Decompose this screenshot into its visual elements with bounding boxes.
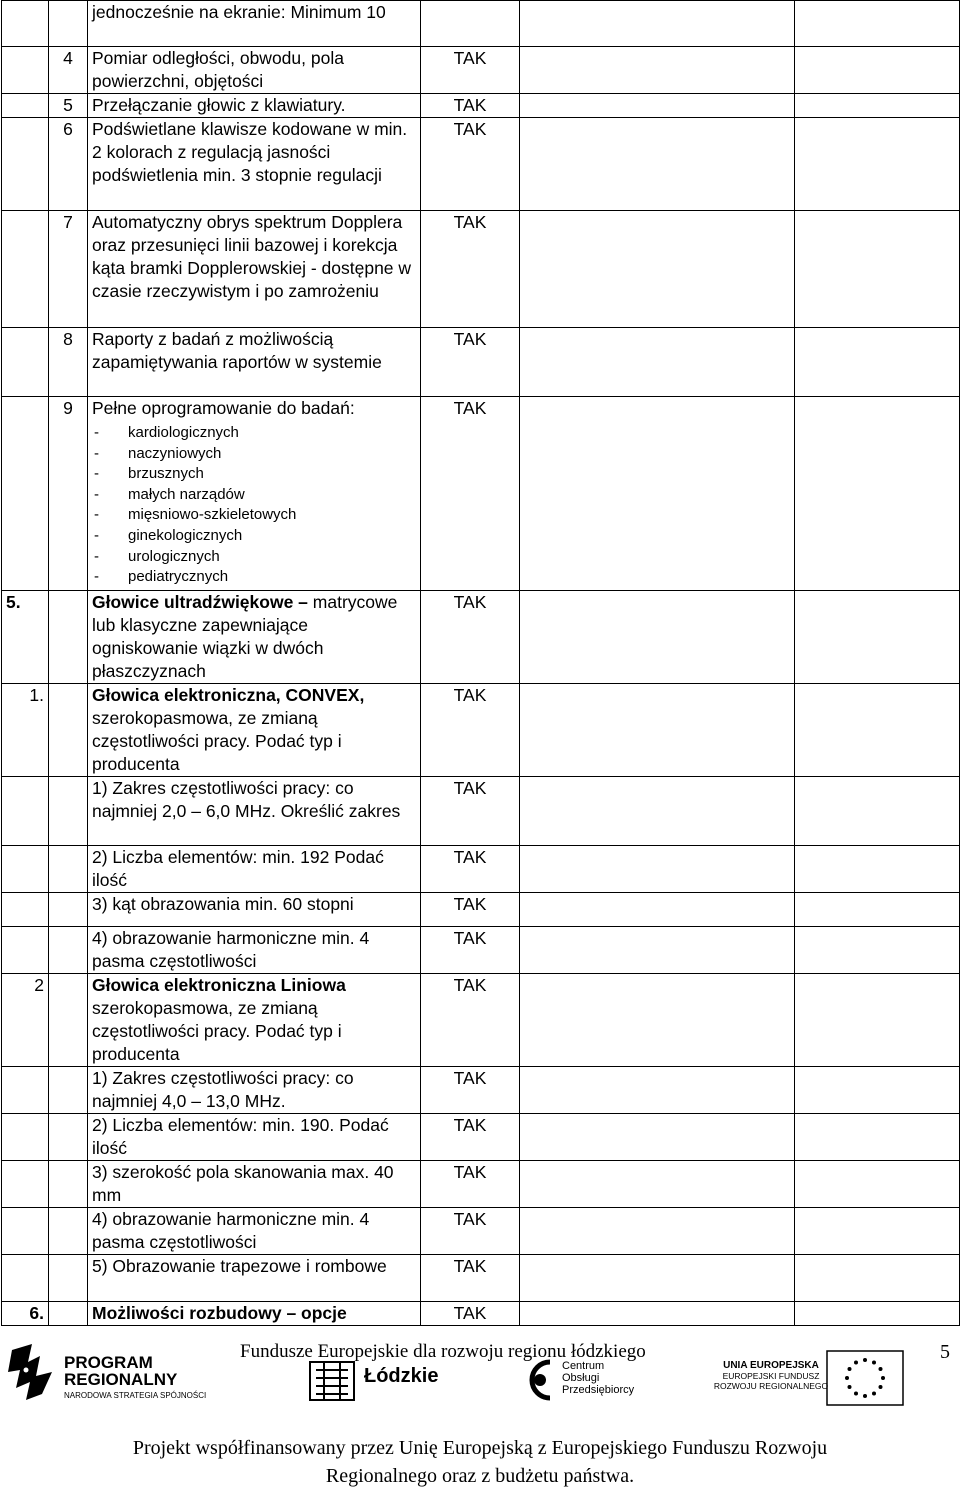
table-row bbox=[2, 776, 960, 845]
row-value: TAK bbox=[421, 776, 520, 845]
ue-line-1: UNIA EUROPEJSKA bbox=[723, 1360, 819, 1371]
table-row bbox=[2, 118, 960, 211]
table-row bbox=[2, 1113, 960, 1160]
row-value: TAK bbox=[421, 47, 520, 94]
row-value: TAK bbox=[421, 397, 520, 591]
row-description: 5) Obrazowanie trapezowe i rombowe bbox=[88, 1254, 421, 1301]
table-row bbox=[2, 973, 960, 1066]
list-item: - małych narządów bbox=[128, 485, 416, 506]
row-value: TAK bbox=[421, 845, 520, 892]
table-row bbox=[2, 683, 960, 776]
table-row bbox=[2, 47, 960, 94]
table-row bbox=[2, 211, 960, 328]
row-description: 2) Liczba elementów: min. 190. Podać ilość bbox=[88, 1113, 421, 1160]
row-description: 3) kąt obrazowania min. 60 stopni bbox=[88, 892, 421, 926]
row-description: 1) Zakres częstotliwości pracy: co najmniej 2,0 – 6,0 MHz. Określić zakres bbox=[88, 776, 421, 845]
list-item: - pediatrycznych bbox=[128, 567, 416, 588]
ue-line-3: ROZWOJU REGIONALNEGO bbox=[713, 1381, 829, 1391]
footer-title: Fundusze Europejskie dla rozwoju regionu łódzkiego bbox=[240, 1341, 646, 1362]
row-value: TAK bbox=[421, 1254, 520, 1301]
list-item: - mięsniowo-szkieletowych bbox=[128, 505, 416, 526]
lodzkie-label: Łódzkie bbox=[364, 1365, 439, 1387]
probe-title: Głowica elektroniczna, CONVEX, bbox=[92, 684, 365, 705]
row-number: 1. bbox=[2, 683, 49, 776]
list-item: - ginekologicznych bbox=[128, 526, 416, 547]
row-description: Pełne oprogramowanie do badań: bbox=[92, 398, 355, 418]
exam-types-list bbox=[92, 423, 416, 588]
table-row bbox=[2, 1254, 960, 1301]
row-description: Pomiar odległości, obwodu, pola powierzchni, objętości bbox=[88, 47, 421, 94]
row-value: TAK bbox=[421, 973, 520, 1066]
probe-description: szerokopasmowa, ze zmianą częstotliwości pracy. Podać typ i producenta bbox=[92, 997, 342, 1064]
lodzkie-logo bbox=[308, 1360, 448, 1404]
row-description: 1) Zakres częstotliwości pracy: co najmniej 4,0 – 13,0 MHz. bbox=[88, 1066, 421, 1113]
row-description: 4) obrazowanie harmoniczne min. 4 pasma częstotliwości bbox=[88, 926, 421, 973]
list-item: - urologicznych bbox=[128, 547, 416, 568]
table-row bbox=[2, 1, 960, 47]
lodzkie-emblem-icon bbox=[308, 1360, 356, 1402]
row-value: TAK bbox=[421, 1066, 520, 1113]
list-item: - naczyniowych bbox=[128, 444, 416, 465]
table-row bbox=[2, 397, 960, 591]
row-description: 4) obrazowanie harmoniczne min. 4 pasma częstotliwości bbox=[88, 1207, 421, 1254]
program-line-2: REGIONALNY bbox=[64, 1370, 178, 1389]
row-number: 2 bbox=[2, 973, 49, 1066]
centrum-obslugi-logo bbox=[520, 1356, 635, 1406]
centrum-line-2: Obsługi bbox=[562, 1372, 600, 1384]
section-description: matrycowe lub klasyczne zapewniające ogniskowanie wiązki w dwóch płaszczyznach bbox=[92, 591, 398, 681]
row-value: TAK bbox=[421, 926, 520, 973]
specification-table bbox=[1, 0, 960, 1326]
section-number: 6. bbox=[2, 1301, 49, 1325]
table-row bbox=[2, 892, 960, 926]
cofinancing-line-1: Projekt współfinansowany przez Unię Europejską z Europejskiego Funduszu Rozwoju bbox=[132, 1437, 828, 1459]
centrum-emblem-icon bbox=[520, 1356, 560, 1404]
row-description: Raporty z badań z możliwością zapamiętywania raportów w systemie bbox=[88, 328, 421, 397]
row-number: 9 bbox=[49, 397, 88, 591]
row-value: TAK bbox=[421, 1113, 520, 1160]
table-row-section bbox=[2, 590, 960, 683]
row-value: TAK bbox=[421, 892, 520, 926]
row-description: Podświetlane klawisze kodowane w min. 2 kolorach z regulacją jasności podświetlenia min. 3 stopnie regulacji bbox=[88, 118, 421, 211]
program-regionalny-logo bbox=[6, 1342, 216, 1404]
table-row bbox=[2, 1066, 960, 1113]
eu-flag-icon bbox=[826, 1350, 904, 1406]
program-line-1: PROGRAM bbox=[64, 1353, 153, 1372]
list-item: - brzusznych bbox=[128, 464, 416, 485]
row-description: 3) szerokość pola skanowania max. 40 mm bbox=[88, 1160, 421, 1207]
row-value: TAK bbox=[421, 683, 520, 776]
page-number: 5 bbox=[940, 1341, 950, 1363]
centrum-line-3: Przedsiębiorcy bbox=[562, 1384, 635, 1396]
page-footer bbox=[0, 1320, 960, 1490]
table-row bbox=[2, 1160, 960, 1207]
cofinancing-line-2: Regionalnego oraz z budżetu państwa. bbox=[325, 1465, 635, 1487]
row-description: Przełączanie głowic z klawiatury. bbox=[88, 94, 421, 118]
section-title: Głowice ultradźwiękowe – bbox=[92, 591, 308, 612]
section-title: Możliwości rozbudowy – opcje bbox=[88, 1301, 421, 1325]
program-line-3: NARODOWA STRATEGIA SPÓJNOŚCI bbox=[64, 1391, 207, 1400]
program-regionalny-emblem-icon bbox=[6, 1342, 58, 1404]
table-row bbox=[2, 94, 960, 118]
row-value: TAK bbox=[421, 118, 520, 211]
row-value: TAK bbox=[421, 1301, 520, 1325]
list-item: - kardiologicznych bbox=[128, 423, 416, 444]
row-value: TAK bbox=[421, 1207, 520, 1254]
row-description: jednocześnie na ekranie: Minimum 10 bbox=[88, 1, 421, 47]
row-description: 2) Liczba elementów: min. 192 Podać ilość bbox=[88, 845, 421, 892]
row-number: 8 bbox=[49, 328, 88, 397]
table-row bbox=[2, 1207, 960, 1254]
row-number: 4 bbox=[49, 47, 88, 94]
row-value: TAK bbox=[421, 328, 520, 397]
row-value: TAK bbox=[421, 94, 520, 118]
probe-title: Głowica elektroniczna Liniowa bbox=[92, 974, 346, 995]
table-row bbox=[2, 328, 960, 397]
row-value: TAK bbox=[421, 211, 520, 328]
table-row bbox=[2, 845, 960, 892]
ue-line-2: EUROPEJSKI FUNDUSZ bbox=[722, 1371, 820, 1381]
row-value: TAK bbox=[421, 590, 520, 683]
probe-description: szerokopasmowa, ze zmianą częstotliwości pracy. Podać typ i producenta bbox=[92, 707, 342, 774]
unia-europejska-logo bbox=[706, 1360, 836, 1404]
row-number: 7 bbox=[49, 211, 88, 328]
row-number: 6 bbox=[49, 118, 88, 211]
centrum-line-1: Centrum bbox=[562, 1360, 605, 1372]
row-value: TAK bbox=[421, 1160, 520, 1207]
table-row bbox=[2, 926, 960, 973]
row-number: 5 bbox=[49, 94, 88, 118]
cofinancing-note bbox=[0, 1434, 960, 1490]
section-number: 5. bbox=[2, 590, 49, 683]
row-description: Automatyczny obrys spektrum Dopplera oraz przesunięci linii bazowej i korekcja kąta bramki Dopplerowskiej - dostępne w czasie rzeczywistym i po zamrożeniu bbox=[88, 211, 421, 328]
